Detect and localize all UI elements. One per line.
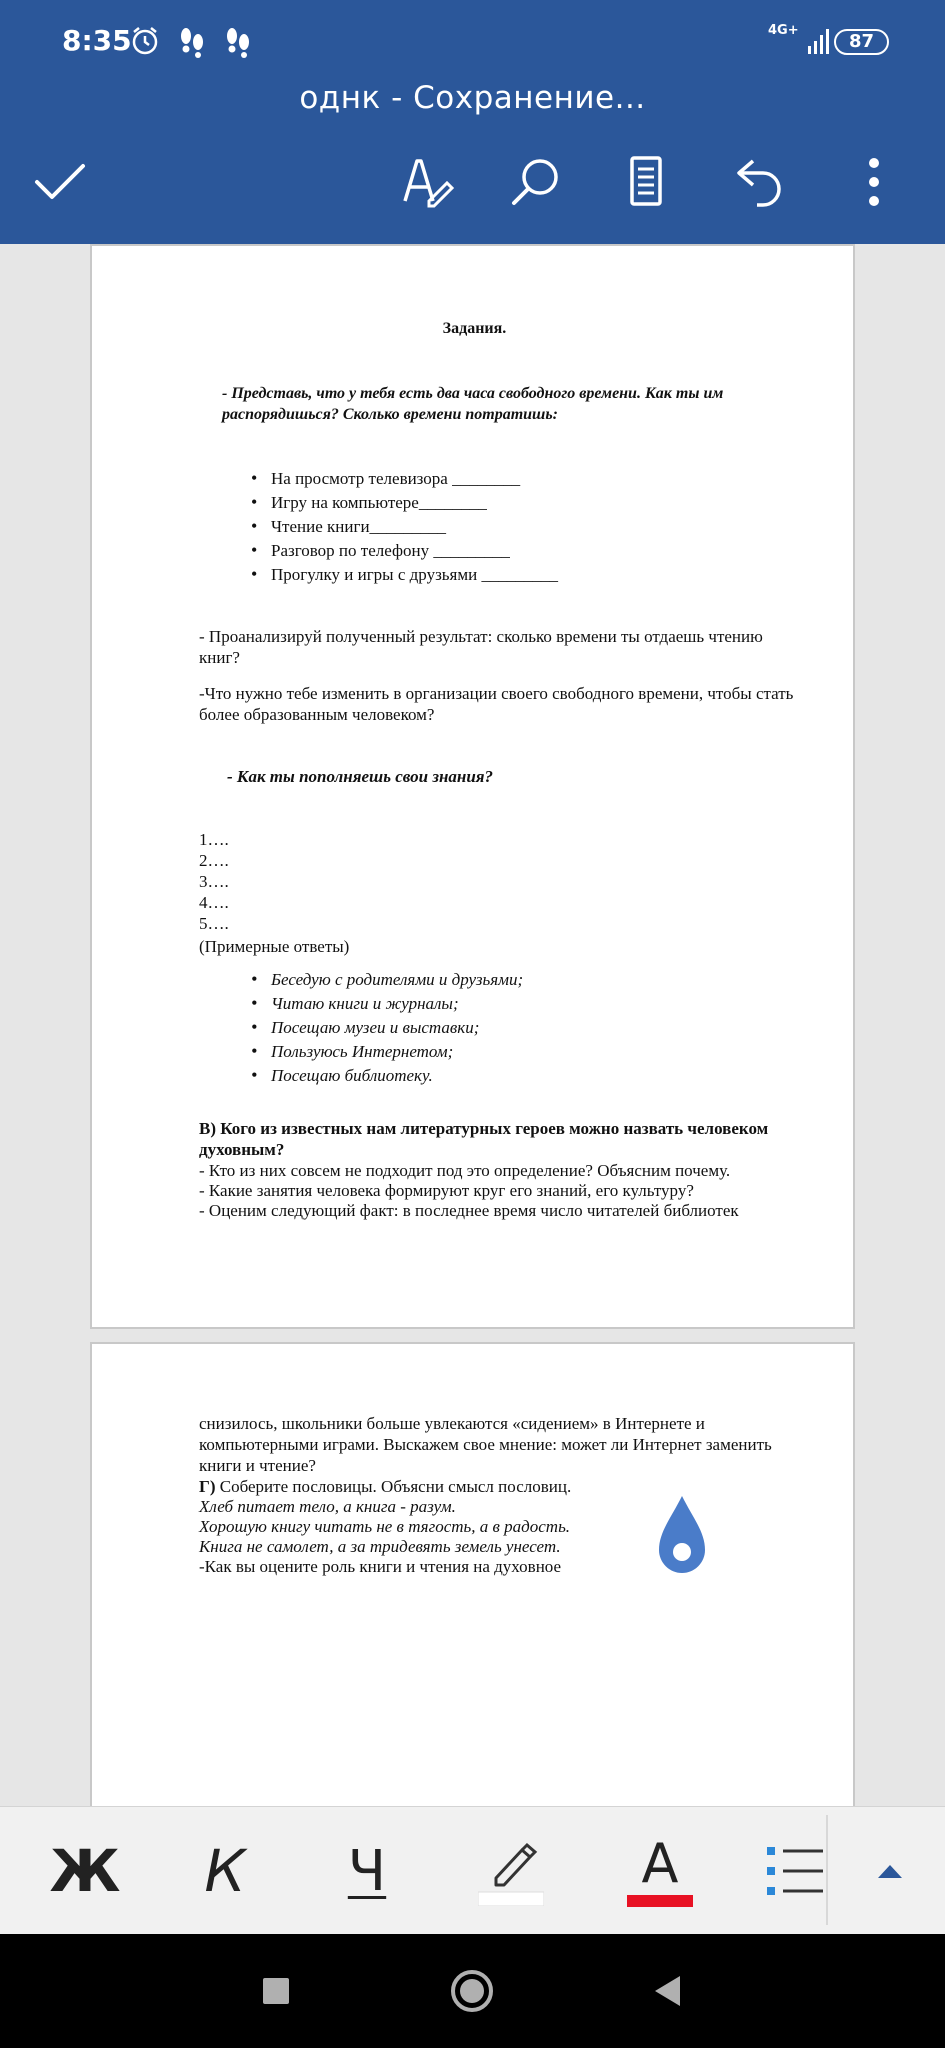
list-item: • Посещаю музеи и выставки; [249, 1017, 649, 1041]
font-color-swatch [627, 1895, 693, 1907]
approx-answers-label: (Примерные ответы) [199, 937, 350, 956]
section-g-text: Соберите пословицы. Объясни смысл пословиц. [215, 1477, 572, 1496]
numbered-list [199, 829, 399, 934]
document-page-1[interactable] [90, 244, 855, 1329]
reading-view-icon[interactable] [614, 150, 678, 214]
toolbar-divider [826, 1815, 828, 1925]
section-v-questions [199, 1160, 839, 1220]
system-nav-bar [0, 1934, 945, 2048]
proverb: Книга не самолет, а за тридевять земель унесет. [199, 1537, 561, 1556]
list-item: • Беседую с родителями и друзьями; [249, 969, 649, 993]
signal-icon [808, 28, 830, 59]
time-allocation-list [249, 468, 649, 588]
highlighter-icon [478, 1836, 544, 1906]
list-item: • На просмотр телевизора ________ [249, 468, 649, 492]
document-canvas[interactable] [0, 244, 945, 1806]
footsteps-icon [224, 26, 252, 63]
proverb: Хлеб питает тело, а книга - разум. [199, 1497, 456, 1516]
home-icon[interactable] [439, 1958, 505, 2024]
bullet-list-button[interactable] [765, 1827, 825, 1915]
proverbs-list [199, 1496, 699, 1556]
list-item: 5…. [199, 914, 229, 933]
text-line: - Оценим следующий факт: в последнее время число читателей библиотек [199, 1201, 739, 1220]
app-bar [0, 0, 945, 244]
highlight-button[interactable] [476, 1827, 546, 1915]
checkmark-icon[interactable] [28, 150, 92, 214]
list-item: • Чтение книги_________ [249, 516, 649, 540]
list-item: 4…. [199, 893, 229, 912]
bullet-list-icon [767, 1844, 823, 1898]
question-2: - Как ты пополняешь свои знания? [227, 767, 494, 786]
text-line: - Какие занятия человека формируют круг его знаний, его культуру? [199, 1181, 694, 1200]
document-page-2[interactable] [90, 1342, 855, 1806]
sample-answers-list [249, 969, 649, 1089]
search-icon[interactable] [504, 150, 568, 214]
section-g-label: Г) [199, 1477, 216, 1496]
list-item: • Пользуюсь Интернетом; [249, 1041, 649, 1065]
back-icon[interactable] [634, 1958, 700, 2024]
font-color-letter: А [641, 1832, 679, 1895]
text-line: -Как вы оцените роль книги и чтения на духовное [199, 1557, 562, 1576]
font-color-button[interactable] [620, 1827, 700, 1915]
list-item: 1…. [199, 830, 229, 849]
footsteps-icon [178, 26, 206, 63]
paragraph [199, 1413, 799, 1497]
underline-button[interactable]: Ч [347, 1838, 387, 1904]
alarm-icon [130, 26, 160, 61]
text-line: - Кто из них совсем не подходит под это определение? Объясним почему. [199, 1161, 731, 1180]
undo-icon[interactable] [728, 150, 792, 214]
section-v-heading: В) Кого из известных нам литературных героев можно назвать человеком духовным? [199, 1119, 769, 1159]
format-toolbar [0, 1806, 945, 1934]
more-icon[interactable] [842, 150, 906, 214]
paragraph: - Проанализируй полученный результат: сколько времени ты отдаешь чтению книг? [199, 627, 763, 667]
status-time: 8:35 [62, 24, 132, 57]
edit-icon[interactable] [396, 150, 460, 214]
italic-button[interactable]: К [204, 1837, 246, 1905]
list-item: • Посещаю библиотеку. [249, 1065, 649, 1089]
list-item: 3…. [199, 872, 229, 891]
list-item: • Прогулку и игры с друзьями _________ [249, 564, 649, 588]
list-item: • Читаю книги и журналы; [249, 993, 649, 1017]
battery-indicator: 87 [834, 29, 889, 55]
document-title: однк - Сохранение... [299, 80, 646, 116]
network-type: 4G+ [768, 23, 799, 38]
bold-button[interactable]: Ж [49, 1837, 121, 1905]
status-bar [0, 0, 945, 84]
expand-up-icon[interactable] [860, 1827, 920, 1915]
list-item: 2…. [199, 851, 229, 870]
question-1: - Представь, что у тебя есть два часа свободного времени. Как ты им распорядишься? Сколько времени потратишь: [222, 385, 724, 423]
list-item: • Игру на компьютере________ [249, 492, 649, 516]
recent-apps-icon[interactable] [243, 1958, 309, 2024]
page-heading: Задания. [442, 320, 507, 337]
list-item: • Разговор по телефону _________ [249, 540, 649, 564]
paragraph: -Что нужно тебе изменить в организации своего свободного времени, чтобы стать более образованным человеком? [199, 684, 794, 724]
proverb: Хорошую книгу читать не в тягость, а в радость. [199, 1517, 571, 1536]
continued-text: снизилось, школьники больше увлекаются «сидением» в Интернете и компьютерными играми. Выскажем свое мнение: может ли Интернет заменить книги и чтение? [199, 1414, 772, 1475]
cursor-handle-icon[interactable] [647, 1494, 717, 1584]
